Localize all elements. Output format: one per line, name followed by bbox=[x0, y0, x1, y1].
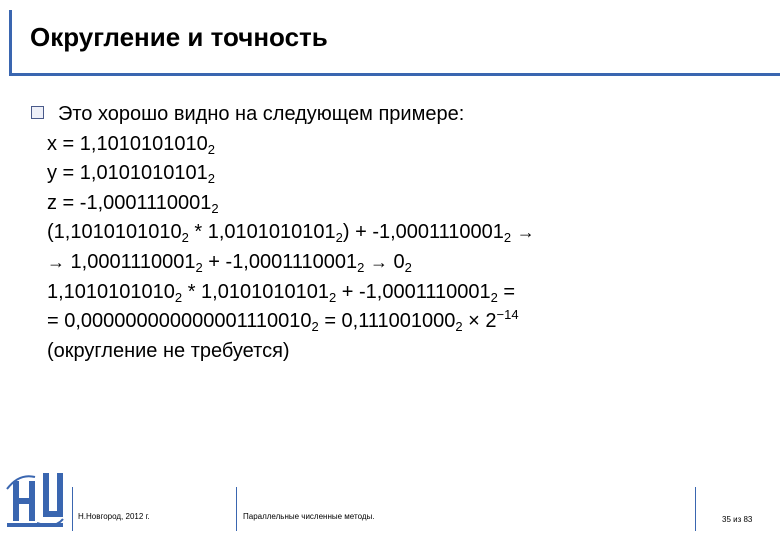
footer-divider bbox=[695, 487, 696, 531]
line-result: = $0,000000000000001110010_2 = 0,111001000_2 \times 2^{-14}$ bbox=[47, 307, 519, 335]
bullet-icon bbox=[31, 106, 44, 119]
line-expression: $(1,1010101010_2 * 1,0101010101_2) + -1,0001110001_2$ → bbox=[47, 221, 535, 246]
line-z: $z = -1,0001110001_2$ bbox=[47, 191, 219, 216]
footer-divider bbox=[236, 487, 237, 531]
line-x: $x = 1,1010101010_2$ bbox=[47, 132, 215, 157]
footer-location: Н.Новгород, 2012 г. bbox=[78, 512, 150, 521]
arrow-icon: → bbox=[47, 251, 65, 272]
arrow-icon: → bbox=[516, 222, 535, 243]
university-logo-icon bbox=[5, 467, 65, 533]
footer-divider bbox=[72, 487, 73, 531]
line-y: $y = 1,0101010101_2$ bbox=[47, 162, 215, 187]
arrow-icon: → bbox=[369, 251, 388, 272]
slide-content bbox=[47, 100, 535, 366]
line-product: $1,1010101010_2 * 1,0101010101_2 + -1,0001110001_2$ = bbox=[47, 280, 516, 305]
intro-line: Это хорошо видно на следующем примере: bbox=[47, 100, 535, 130]
line-step: → $1,0001110001_2 + -1,0001110001_2 \to 0_2$ bbox=[47, 250, 412, 275]
footer-course: Параллельные численные методы. bbox=[243, 512, 375, 521]
line-note: (округление не требуется) bbox=[47, 339, 290, 362]
slide-title: Округление и точность bbox=[30, 22, 328, 52]
footer-page-number: 35 из 83 bbox=[722, 515, 753, 524]
